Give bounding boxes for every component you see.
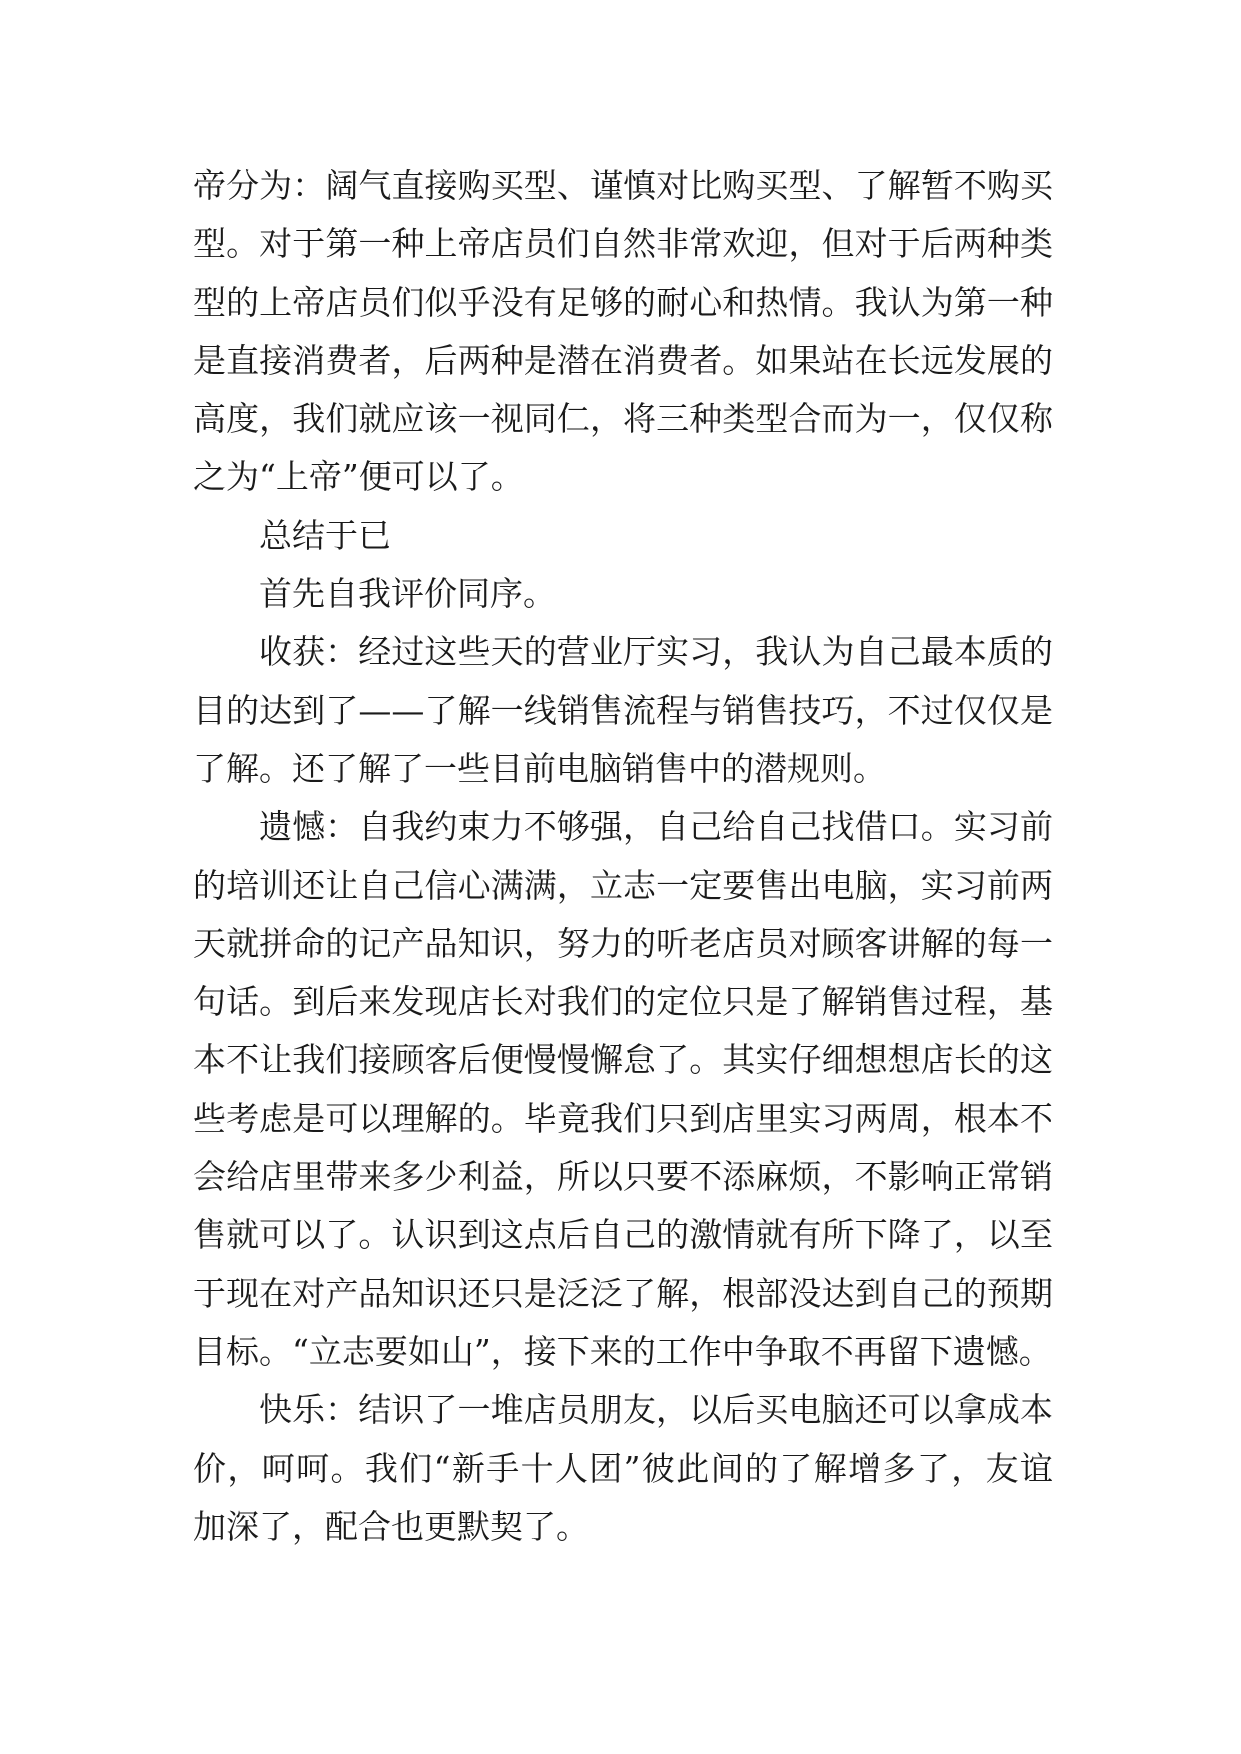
text-line: 句话。到后来发现店长对我们的定位只是了解销售过程，基 — [193, 982, 1053, 1022]
paragraph-regrets — [193, 798, 1053, 1381]
paragraph-continuation — [193, 157, 1053, 507]
document-body — [193, 157, 1053, 1556]
text-line: 于现在对产品知识还只是泛泛了解，根部没达到自己的预期 — [193, 1273, 1053, 1313]
text-line: 总结于已 — [259, 515, 391, 555]
text-line: 目标。“立志要如山”，接下来的工作中争取不再留下遗憾。 — [193, 1331, 1052, 1371]
text-line: 售就可以了。认识到这点后自己的激情就有所下降了，以至 — [193, 1215, 1053, 1255]
text-line: 收获：经过这些天的营业厅实习，我认为自己最本质的 — [259, 632, 1053, 672]
text-line: 的培训还让自己信心满满，立志一定要售出电脑，实习前两 — [193, 865, 1053, 905]
paragraph-gains — [193, 623, 1053, 798]
text-line: 帝分为：阔气直接购买型、谨慎对比购买型、了解暂不购买 — [193, 166, 1053, 205]
text-line: 天就拼命的记产品知识，努力的听老店员对顾客讲解的每一 — [193, 923, 1053, 963]
section-heading — [193, 507, 1053, 565]
text-line: 会给店里带来多少利益，所以只要不添麻烦，不影响正常销 — [193, 1157, 1053, 1197]
text-line: 型的上帝店员们似乎没有足够的耐心和热情。我认为第一种 — [193, 282, 1053, 322]
text-line: 了解。还了解了一些目前电脑销售中的潜规则。 — [193, 748, 886, 788]
text-line: 些考虑是可以理解的。毕竟我们只到店里实习两周，根本不 — [193, 1098, 1053, 1138]
text-line: 首先自我评价同序。 — [259, 574, 556, 614]
text-line: 型。对于第一种上帝店员们自然非常欢迎，但对于后两种类 — [193, 224, 1053, 264]
text-line: 是直接消费者，后两种是潜在消费者。如果站在长远发展的 — [193, 340, 1053, 380]
text-line: 价，呵呵。我们“新手十人团”彼此间的了解增多了，友谊 — [193, 1448, 1053, 1488]
text-line: 之为“上帝”便可以了。 — [193, 457, 524, 497]
paragraph-joys — [193, 1381, 1053, 1556]
text-line: 加深了，配合也更默契了。 — [193, 1506, 589, 1546]
paragraph-intro — [193, 565, 1053, 623]
text-line: 快乐：结识了一堆店员朋友，以后买电脑还可以拿成本 — [259, 1390, 1053, 1430]
text-line: 高度，我们就应该一视同仁，将三种类型合而为一，仅仅称 — [193, 399, 1053, 439]
text-line: 目的达到了——了解一线销售流程与销售技巧，不过仅仅是 — [193, 690, 1053, 730]
text-line: 遗憾：自我约束力不够强，自己给自己找借口。实习前 — [259, 807, 1053, 847]
text-line: 本不让我们接顾客后便慢慢懈怠了。其实仔细想想店长的这 — [193, 1040, 1053, 1080]
